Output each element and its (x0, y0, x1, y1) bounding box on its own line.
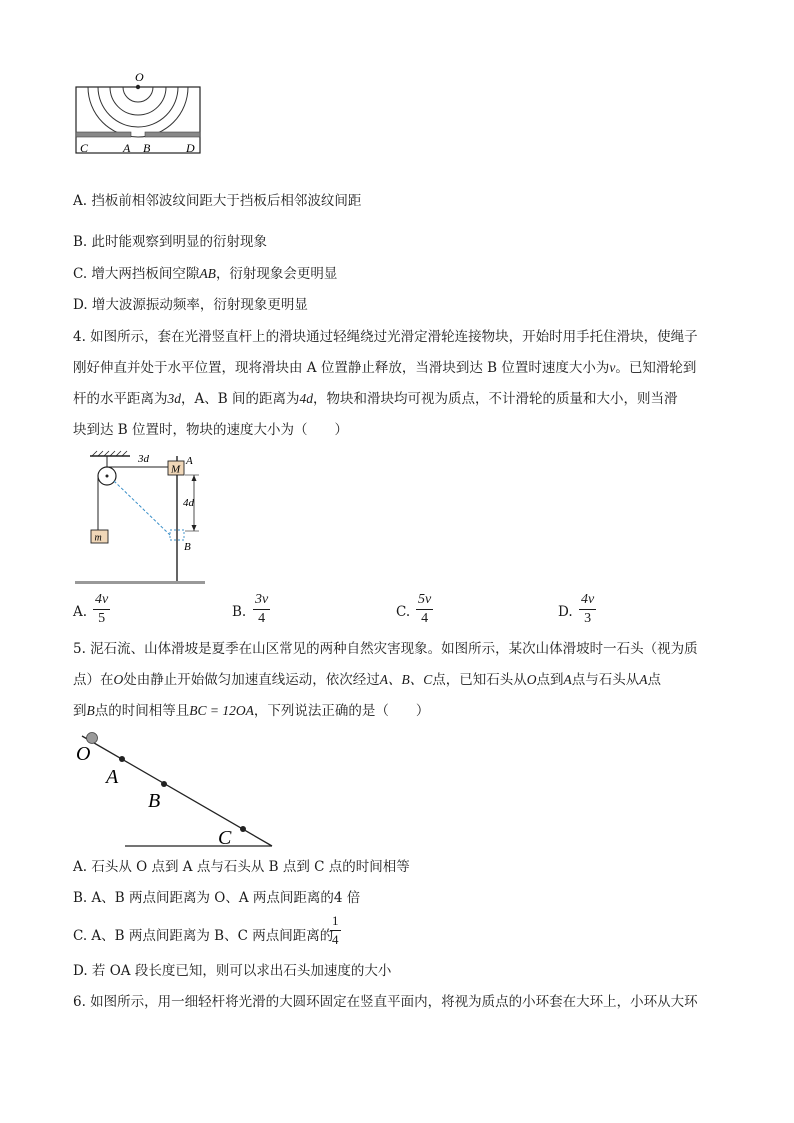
label-d: D (186, 141, 195, 155)
slider-m-label: M (171, 463, 181, 476)
q4-stem-line2: 刚好伸直并处于水平位置，现将滑块由 A 位置静止释放，当滑块到达 B 位置时速度大小为v。已知滑轮到 (73, 360, 697, 376)
q3-option-d: D. 增大波源振动频率，衍射现象更明显 (73, 297, 308, 313)
point-b-label: B (148, 790, 161, 812)
q4-stem-line4: 块到达 B 位置时，物块的速度大小为（ ） (73, 422, 349, 438)
dist-3d-label: 3d (138, 453, 149, 465)
q5-stem-line2: 点）在O处由静止开始做匀加速直线运动，依次经过A、B、C点，已知石头从O点到A点与石头从A点 (73, 672, 661, 688)
point-o-label: O (76, 743, 91, 765)
label-o: O (135, 70, 144, 84)
dist-4d-label: 4d (183, 497, 194, 509)
q4-stem-line1: 4. 如图所示，套在光滑竖直杆上的滑块通过轻绳绕过光滑定滑轮连接物块，开始时用手托住滑块，使绳子 (73, 329, 698, 345)
q6-stem-line1: 6. 如图所示，用一细轻杆将光滑的大圆环固定在竖直平面内，将视为质点的小环套在大环上，小环从大环 (73, 994, 698, 1010)
q5-option-a: A. 石头从 O 点到 A 点与石头从 B 点到 C 点的时间相等 (73, 859, 410, 875)
q5-option-c-fraction: $\frac{1}{4}$ (332, 913, 339, 947)
q4-option-a-value: $\frac{4v}{5}$ (95, 592, 109, 626)
q3-option-a: A. 挡板前相邻波纹间距大于挡板后相邻波纹间距 (73, 193, 362, 209)
q5-option-b: B. A、B 两点间距离为 O、A 两点间距离的4 倍 (73, 890, 361, 906)
q3-option-c: C. 增大两挡板间空隙AB，衍射现象会更明显 (73, 266, 338, 282)
label-a: A (123, 141, 131, 155)
q5-option-c: C. A、B 两点间距离为 B、C 两点间距离的 (73, 928, 334, 944)
mass-m-label: m (94, 532, 102, 544)
point-b-label: B (184, 541, 191, 553)
incline-figure (70, 728, 280, 853)
q4-option-b-label: B. (232, 604, 247, 620)
point-a-label: A (106, 766, 119, 788)
label-b: B (143, 141, 151, 155)
q4-option-d-label: D. (558, 604, 573, 620)
q4-option-c-value: $\frac{5v}{4}$ (418, 592, 432, 626)
q4-option-d-value: $\frac{4v}{3}$ (581, 592, 595, 626)
q4-option-c-label: C. (396, 604, 411, 620)
pulley-figure (70, 448, 210, 588)
q4-option-b-value: $\frac{3v}{4}$ (255, 592, 269, 626)
q5-option-d: D. 若 OA 段长度已知，则可以求出石头加速度的大小 (73, 963, 392, 979)
q4-option-a-label: A. (73, 604, 88, 620)
diffraction-figure (70, 68, 205, 158)
point-a-label: A (186, 455, 193, 467)
q5-stem-line1: 5. 泥石流、山体滑坡是夏季在山区常见的两种自然灾害现象。如图所示，某次山体滑坡时一石头（视为质 (73, 641, 698, 657)
q4-stem-line3: 杆的水平距离为3d，A、B 间的距离为4d，物块和滑块均可视为质点，不计滑轮的质量和大小，则当滑 (73, 391, 678, 407)
label-c: C (80, 141, 89, 155)
point-c-label: C (218, 827, 232, 849)
q3-option-b: B. 此时能观察到明显的衍射现象 (73, 234, 268, 250)
q5-stem-line3: 到B点的时间相等且BC = 12OA，下列说法正确的是（ ） (73, 703, 430, 719)
